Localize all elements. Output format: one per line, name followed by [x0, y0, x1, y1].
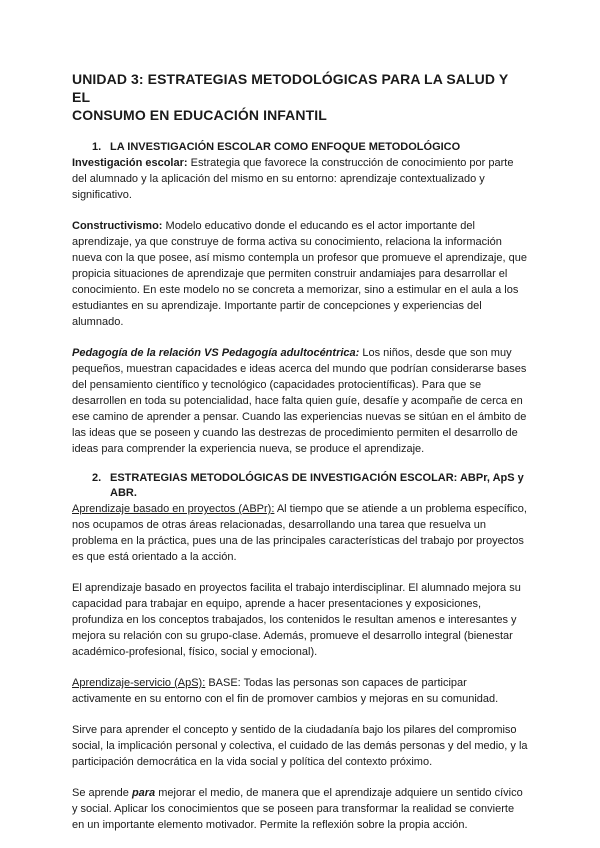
- emphasis-para: para: [131, 787, 156, 799]
- title-line-2: CONSUMO EN EDUCACIÓN INFANTIL: [72, 107, 327, 123]
- section-2-number: 2.: [92, 472, 102, 484]
- paragraph-pedagogia: [72, 345, 528, 457]
- term-investigacion-escolar: Investigación escolar:: [72, 157, 188, 169]
- title-line-1: UNIDAD 3: ESTRATEGIAS METODOLÓGICAS PARA LA SALUD Y EL: [72, 71, 509, 105]
- text-se-aprende-pre: Se aprende: [72, 787, 132, 799]
- paragraph-aps: [72, 675, 528, 707]
- paragraph-investigacion-escolar: [72, 155, 528, 203]
- section-1-heading: [72, 140, 528, 155]
- section-2-heading: [72, 471, 528, 501]
- paragraph-abpr-benefits: El aprendizaje basado en proyectos facilita el trabajo interdisciplinar. El alumnado mejora su capacidad para trabajar en equipo, aprende a hacer presentaciones y exposiciones, profundiza en los conceptos trabajados, los contenidos le resultan amenos e interesantes y mejora su relación con su grupo-clase. Además, promueve el desarrollo integral (bienestar académico-profesional, físico, social y emocional).: [72, 582, 521, 658]
- term-constructivismo: Constructivismo:: [72, 220, 163, 232]
- text-pedagogia: Los niños, desde que son muy pequeños, muestran capacidades e ideas acerca del mundo que podrían considerarse bases del pensamiento científico y tecnológico (capacidades protocientíficas). Para que se desarrollen en toda su potencialidad, hace falta quien guíe, desafíe y acompañe de cerca en ese camino de aprender a pensar. Cuando las experiencias nuevas se sitúan en el ámbito de las ideas que se poseen y cuando las destrezas de procedimiento permiten el desarrollo de ideas para comprender la experiencia nueva, se produce el aprendizaje.: [72, 347, 527, 455]
- text-investigacion-escolar: Estrategia que favorece la construcción de conocimiento por parte del alumnado y la aplicación del mismo en su entorno: aprendizaje contextualizado y significativo.: [72, 157, 514, 201]
- paragraph-se-aprende: [72, 785, 528, 833]
- text-se-aprende-post: mejorar el medio, de manera que el aprendizaje adquiere un sentido cívico y social. Aplicar los conocimientos que se poseen para transformar la realidad se convierte en un importante elemento motivador. Permite la reflexión sobre la propia acción.: [72, 787, 523, 831]
- term-abpr: Aprendizaje basado en proyectos (ABPr):: [72, 503, 275, 515]
- text-constructivismo: Modelo educativo donde el educando es el actor importante del aprendizaje, ya que construye de forma activa su conocimiento, relaciona la información nueva con la que posee, así mismo contempla un profesor que promueve el aprendizaje, que propicia situaciones de aprendizaje que permiten construir andamiajes para desarrollar el conocimiento. En este modelo no se concreta a memorizar, sino a estimular en el aula a los estudiantes en su aprendizaje. Importante partir de concepciones y experiencias del alumnado.: [72, 220, 527, 328]
- paragraph-constructivismo: [72, 218, 528, 330]
- paragraph-ciudadania: Sirve para aprender el concepto y sentido de la ciudadanía bajo los pilares del compromiso social, la implicación personal y colectiva, el cuidado de las demás personas y del medio, y la participación democrática en la vida social y política del contexto próximo.: [72, 724, 528, 768]
- document-title: [72, 70, 528, 124]
- paragraph-abpr: [72, 501, 528, 565]
- section-1-number: 1.: [92, 141, 102, 153]
- text-aps: BASE: Todas las personas son capaces de participar activamente en su entorno con el fin de promover cambios y mejoras en su comunidad.: [72, 677, 499, 705]
- term-aps: Aprendizaje-servicio (ApS):: [72, 677, 206, 689]
- term-pedagogia: Pedagogía de la relación VS Pedagogía adultocéntrica:: [72, 347, 360, 359]
- text-abpr: Al tiempo que se atiende a un problema específico, nos ocupamos de otras áreas relacionadas, desarrollando una tarea que resuelva un problema en la práctica, pues una de las principales características del trabajo por proyectos es que está orientado a la acción.: [72, 503, 527, 563]
- section-1-title: LA INVESTIGACIÓN ESCOLAR COMO ENFOQUE METODOLÓGICO: [110, 141, 461, 153]
- section-2-title: ESTRATEGIAS METODOLÓGICAS DE INVESTIGACIÓN ESCOLAR: ABPr, ApS y ABR.: [110, 472, 524, 499]
